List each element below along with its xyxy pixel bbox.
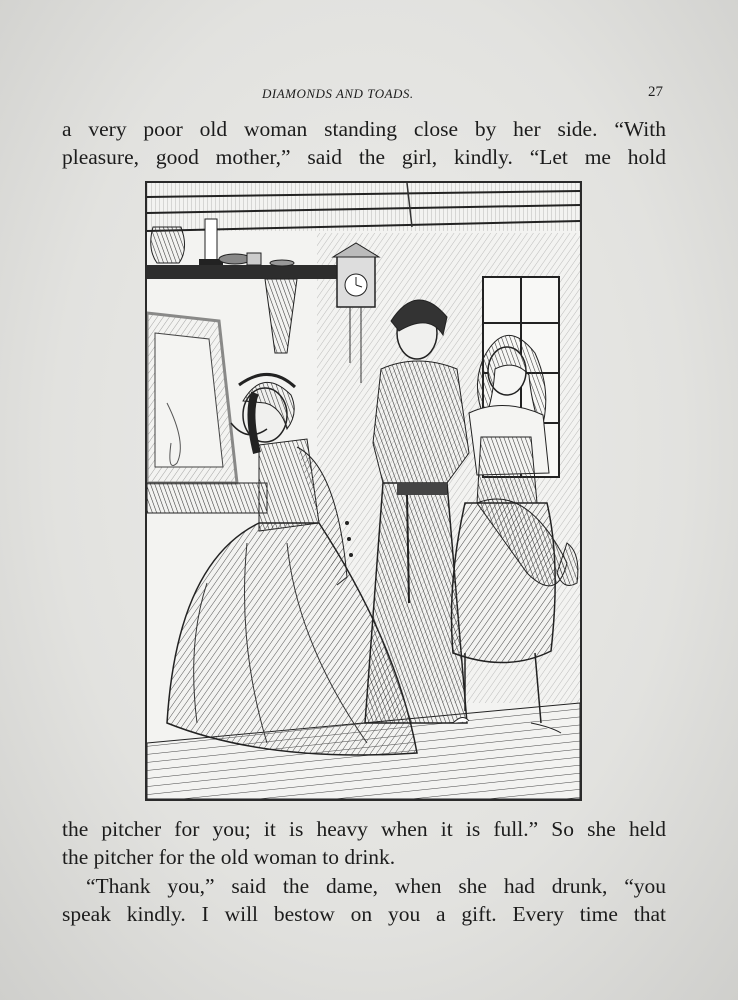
- text-line-6: speak kindly. I will bestow on you a gift. Every time that: [62, 902, 666, 926]
- text-line-5: “Thank you,” said the dame, when she had drunk, “you: [86, 874, 666, 898]
- text-line-4: the pitcher for the old woman to drink.: [62, 845, 396, 869]
- engraving-drawing: [147, 183, 580, 799]
- text-line-2: pleasure, good mother,” said the girl, kindly. “Let me hold: [62, 145, 666, 169]
- text-line-3: the pitcher for you; it is heavy when it is full.” So she held: [62, 817, 666, 841]
- dressing-table: [147, 483, 267, 513]
- engraving-illustration: [145, 181, 582, 801]
- page-number: 27: [648, 84, 663, 100]
- running-head: DIAMONDS AND TOADS.: [262, 86, 414, 101]
- text-line-1: a very poor old woman standing close by her side. “With: [62, 117, 666, 141]
- mirror: [147, 313, 237, 483]
